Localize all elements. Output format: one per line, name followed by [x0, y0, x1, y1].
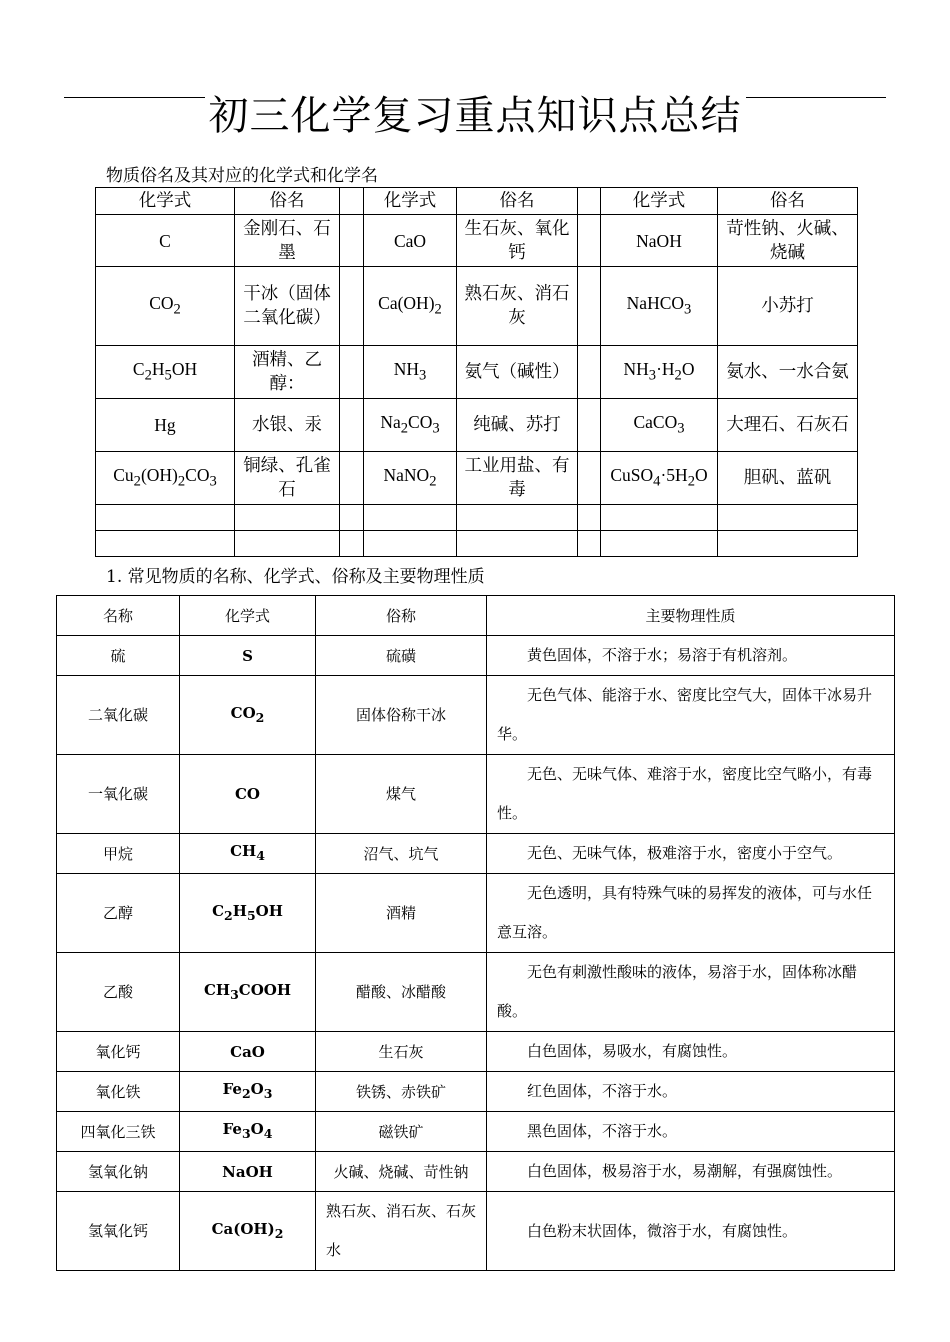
- property-text: 无色气体、能溶于水、密度比空气大，固体干冰易升华。: [497, 686, 873, 743]
- properties-table: [56, 595, 895, 1271]
- property-cell: [487, 676, 895, 755]
- formula-cell: $NH_3\cdot H_2O$: [601, 346, 718, 399]
- empty-cell: [364, 505, 457, 531]
- page-title-text: 初三化学复习重点知识点总结: [205, 93, 746, 139]
- table2-row: [57, 874, 895, 953]
- substance-name-cell: 一氧化碳: [57, 755, 180, 834]
- common-name-cell: 生石灰、氧化钙: [457, 215, 578, 267]
- empty-cell: [364, 531, 457, 557]
- substance-name-cell: 氧化钙: [57, 1032, 180, 1072]
- common-name-cell: 酒精、乙醇：: [235, 346, 340, 399]
- table1-header-cell: [340, 188, 364, 215]
- gap-cell: [340, 215, 364, 267]
- table1-row: [96, 346, 858, 399]
- common-name-cell: 氨水、一水合氨: [718, 346, 858, 399]
- property-cell: [487, 755, 895, 834]
- common-name-cell: 大理石、石灰石: [718, 399, 858, 452]
- formula-cell: S: [180, 636, 316, 676]
- gap-cell: [578, 399, 601, 452]
- property-cell: [487, 636, 895, 676]
- formula-cell: $CuSO_4\cdot 5H_2O$: [601, 452, 718, 505]
- common-names-table: [95, 187, 858, 557]
- substance-name-cell: 氧化铁: [57, 1072, 180, 1112]
- table1-row: [96, 215, 858, 267]
- formula-cell: CaO: [180, 1032, 316, 1072]
- table1-header-row: [96, 188, 858, 215]
- formula-cell: $Cu_2(OH)_2CO_3$: [96, 452, 235, 505]
- alias-cell: 醋酸、冰醋酸: [316, 953, 487, 1032]
- empty-cell: [601, 531, 718, 557]
- formula-cell: $C_2H_5OH$: [180, 874, 316, 953]
- formula-cell: $C_2H_5OH$: [96, 346, 235, 399]
- common-name-cell: 金刚石、石墨: [235, 215, 340, 267]
- substance-name-cell: 硫: [57, 636, 180, 676]
- substance-name-cell: 甲烷: [57, 834, 180, 874]
- table1-row: [96, 267, 858, 346]
- table2-header-cell: 化学式: [180, 596, 316, 636]
- formula-cell: $Fe_2O_3$: [180, 1072, 316, 1112]
- table1-header-cell: 俗名: [235, 188, 340, 215]
- empty-cell: [96, 531, 235, 557]
- formula-cell: $CO_2$: [96, 267, 235, 346]
- empty-cell: [340, 531, 364, 557]
- property-text: 黄色固体，不溶于水；易溶于有机溶剂。: [527, 646, 798, 664]
- property-cell: [487, 1072, 895, 1112]
- alias-cell: 熟石灰、消石灰、石灰水: [316, 1192, 487, 1271]
- gap-cell: [578, 215, 601, 267]
- common-name-cell: 胆矾、蓝矾: [718, 452, 858, 505]
- gap-cell: [578, 346, 601, 399]
- alias-cell: 沼气、坑气: [316, 834, 487, 874]
- empty-cell: [718, 505, 858, 531]
- property-cell: [487, 874, 895, 953]
- formula-cell: NaOH: [601, 215, 718, 267]
- table2-row: [57, 636, 895, 676]
- alias-cell: 磁铁矿: [316, 1112, 487, 1152]
- table2-row: [57, 834, 895, 874]
- formula-cell: $CO_2$: [180, 676, 316, 755]
- alias-cell: 火碱、烧碱、苛性钠: [316, 1152, 487, 1192]
- property-text: 白色固体，极易溶于水，易潮解，有强腐蚀性。: [527, 1162, 843, 1180]
- formula-cell: $Ca(OH)_2$: [364, 267, 457, 346]
- empty-cell: [457, 505, 578, 531]
- table2-header-cell: 俗称: [316, 596, 487, 636]
- formula-cell: $CH_4$: [180, 834, 316, 874]
- empty-cell: [718, 531, 858, 557]
- formula-cell: CaO: [364, 215, 457, 267]
- property-text: 无色、无味气体，极难溶于水，密度小于空气。: [527, 844, 843, 862]
- substance-name-cell: 乙酸: [57, 953, 180, 1032]
- formula-cell: Hg: [96, 399, 235, 452]
- gap-cell: [578, 452, 601, 505]
- empty-cell: [235, 505, 340, 531]
- alias-cell: 固体俗称干冰: [316, 676, 487, 755]
- property-text: 无色有刺激性酸味的液体，易溶于水，固体称冰醋酸。: [497, 963, 858, 1020]
- formula-cell: CaCO$_3$: [601, 399, 718, 452]
- property-text: 无色、无味气体、难溶于水，密度比空气略小，有毒性。: [497, 765, 873, 822]
- formula-cell: $Ca(OH)_2$: [180, 1192, 316, 1271]
- table1-empty-row: [96, 505, 858, 531]
- formula-cell: $NH_3$: [364, 346, 457, 399]
- formula-cell: NaNO$_2$: [364, 452, 457, 505]
- property-text: 红色固体，不溶于水。: [527, 1082, 678, 1100]
- common-name-cell: 铜绿、孔雀石: [235, 452, 340, 505]
- empty-cell: [578, 505, 601, 531]
- table2-row: [57, 1072, 895, 1112]
- table2-row: [57, 1192, 895, 1271]
- alias-cell: 硫磺: [316, 636, 487, 676]
- gap-cell: [340, 267, 364, 346]
- empty-cell: [235, 531, 340, 557]
- common-name-cell: 干冰（固体二氧化碳）: [235, 267, 340, 346]
- property-cell: [487, 1112, 895, 1152]
- empty-cell: [457, 531, 578, 557]
- table1-empty-row: [96, 531, 858, 557]
- table1-header-cell: 化学式: [96, 188, 235, 215]
- alias-cell: 煤气: [316, 755, 487, 834]
- property-cell: [487, 953, 895, 1032]
- formula-cell: NaOH: [180, 1152, 316, 1192]
- gap-cell: [340, 399, 364, 452]
- table1-header-cell: 俗名: [457, 188, 578, 215]
- property-text: 无色透明，具有特殊气味的易挥发的液体，可与水任意互溶。: [497, 884, 873, 941]
- property-cell: [487, 1192, 895, 1271]
- gap-cell: [340, 346, 364, 399]
- formula-cell: C: [96, 215, 235, 267]
- formula-cell: $Na_2CO_3$: [364, 399, 457, 452]
- property-cell: [487, 1032, 895, 1072]
- table2-row: [57, 1152, 895, 1192]
- formula-cell: $Fe_3O_4$: [180, 1112, 316, 1152]
- substance-name-cell: 乙醇: [57, 874, 180, 953]
- gap-cell: [578, 267, 601, 346]
- page-title: [0, 86, 950, 146]
- property-text: 白色固体，易吸水，有腐蚀性。: [527, 1042, 738, 1060]
- common-name-cell: 工业用盐、有毒: [457, 452, 578, 505]
- table1-row: [96, 399, 858, 452]
- empty-cell: [96, 505, 235, 531]
- common-name-cell: 水银、汞: [235, 399, 340, 452]
- table2-row: [57, 953, 895, 1032]
- property-cell: [487, 834, 895, 874]
- property-cell: [487, 1152, 895, 1192]
- empty-cell: [578, 531, 601, 557]
- substance-name-cell: 二氧化碳: [57, 676, 180, 755]
- table2-header-row: [57, 596, 895, 636]
- formula-cell: NaHCO$_3$: [601, 267, 718, 346]
- common-name-cell: 苛性钠、火碱、烧碱: [718, 215, 858, 267]
- table2-caption: 1. 常见物质的名称、化学式、俗称及主要物理性质: [106, 567, 485, 587]
- table1-row: [96, 452, 858, 505]
- substance-name-cell: 氢氧化钙: [57, 1192, 180, 1271]
- table1-caption: 物质俗名及其对应的化学式和化学名: [106, 166, 378, 186]
- gap-cell: [340, 452, 364, 505]
- table2-row: [57, 1032, 895, 1072]
- formula-cell: $CH_3COOH$: [180, 953, 316, 1032]
- table1-header-cell: 化学式: [364, 188, 457, 215]
- alias-cell: 生石灰: [316, 1032, 487, 1072]
- empty-cell: [340, 505, 364, 531]
- table2-row: [57, 755, 895, 834]
- formula-cell: CO: [180, 755, 316, 834]
- substance-name-cell: 氢氧化钠: [57, 1152, 180, 1192]
- property-text: 白色粉末状固体，微溶于水，有腐蚀性。: [527, 1221, 798, 1240]
- common-name-cell: 纯碱、苏打: [457, 399, 578, 452]
- common-name-cell: 小苏打: [718, 267, 858, 346]
- property-text: 黑色固体，不溶于水。: [527, 1122, 678, 1140]
- common-name-cell: 氨气（碱性）: [457, 346, 578, 399]
- table1-header-cell: 化学式: [601, 188, 718, 215]
- table2-header-cell: 主要物理性质: [487, 596, 895, 636]
- table1-header-cell: 俗名: [718, 188, 858, 215]
- common-name-cell: 熟石灰、消石灰: [457, 267, 578, 346]
- table1-header-cell: [578, 188, 601, 215]
- empty-cell: [601, 505, 718, 531]
- table2-row: [57, 1112, 895, 1152]
- substance-name-cell: 四氧化三铁: [57, 1112, 180, 1152]
- alias-cell: 酒精: [316, 874, 487, 953]
- alias-cell: 铁锈、赤铁矿: [316, 1072, 487, 1112]
- table2-header-cell: 名称: [57, 596, 180, 636]
- table2-row: [57, 676, 895, 755]
